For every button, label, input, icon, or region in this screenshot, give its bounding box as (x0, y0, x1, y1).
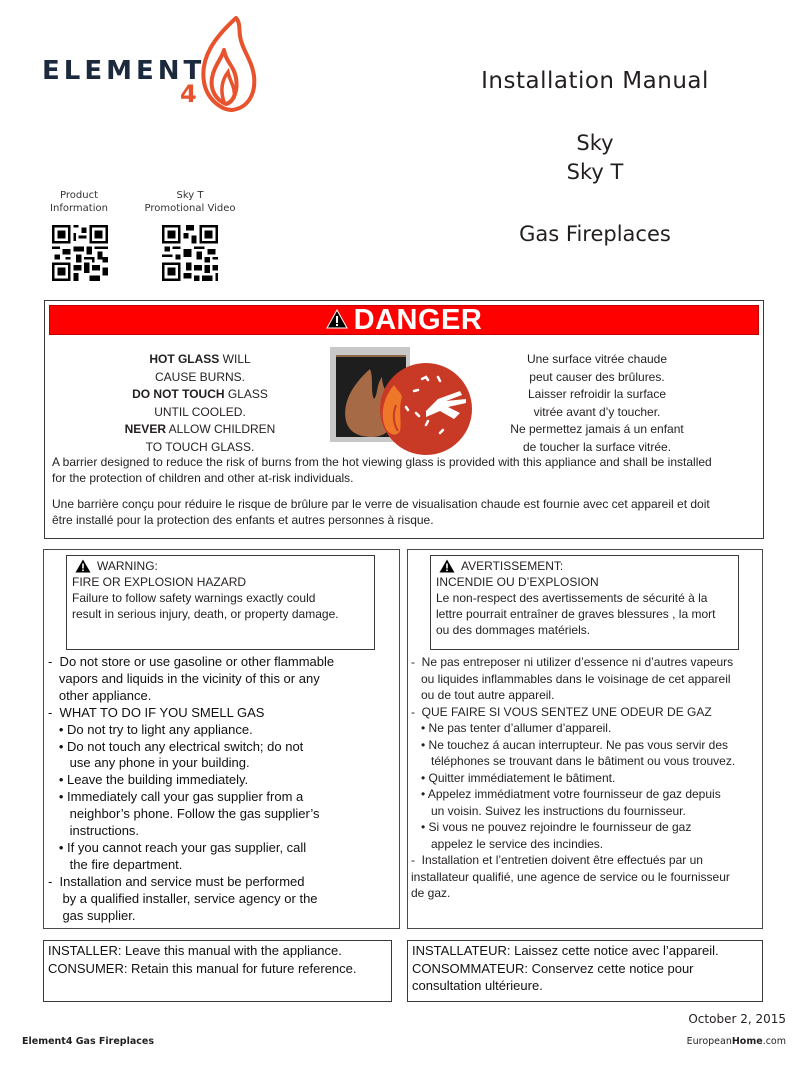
danger-banner (49, 305, 759, 335)
qr-code-icon[interactable] (162, 225, 218, 281)
danger-statement: DO NOT TOUCH GLASS UNTIL COOLED. (132, 387, 268, 419)
list-item: vapors and liquids in the vicinity of this or any (48, 670, 320, 686)
list-item: - Installation et l’entretien doivent être effectués par un (411, 853, 703, 867)
warning-triangle-icon (326, 309, 348, 329)
text-line: être installé pour la protection des enfants et autres personnes à risque. (52, 513, 434, 527)
hot-glass-burn-pictogram (330, 347, 478, 457)
list-item: • Appelez immédiatment votre fournisseur de gaz depuis (411, 787, 721, 801)
text-line: Une barrière conçu pour réduire le risque de brûlure par le verre de visualisation chaude est fournie avec cet appareil et doit (52, 497, 710, 511)
installer-notice-english (43, 940, 392, 1002)
list-item: - QUE FAIRE SI VOUS SENTEZ UNE ODEUR DE GAZ (411, 704, 712, 719)
list-item: un voisin. Suivez les instructions du fournisseur. (411, 803, 686, 818)
notice-line: CONSOMMATEUR: Conservez cette notice pour (412, 960, 694, 976)
list-item: • Do not touch any electrical switch; do not (48, 738, 304, 754)
notice-line: consultation ultérieure. (412, 978, 543, 993)
website-bold: Home (731, 1036, 763, 1047)
warning-triangle-icon (439, 559, 455, 573)
warning-text: result in serious injury, death, or property damage. (72, 607, 339, 621)
qr-label-line: Promotional Video (144, 203, 236, 214)
list-item: • Immediately call your gas supplier from a (48, 789, 304, 805)
document-title: Installation Manual (481, 68, 709, 94)
danger-text-english (90, 351, 310, 456)
list-item: - Do not store or use gasoline or other flammable (48, 654, 335, 669)
list-item: • If you cannot reach your gas supplier, call (48, 839, 307, 855)
footer-company: Element4 Gas Fireplaces (22, 1036, 154, 1047)
danger-statement: HOT GLASS WILL CAUSE BURNS. (149, 352, 251, 384)
list-item: • Do not try to light any appliance. (48, 721, 253, 737)
website-suffix: .com (762, 1036, 786, 1047)
qr-label-product-info (44, 189, 114, 215)
warning-triangle-icon (75, 559, 91, 573)
warning-text: ou des dommages matériels. (436, 623, 591, 637)
danger-text-french (487, 351, 707, 456)
barrier-notice-english (52, 454, 760, 486)
list-item: use any phone in your building. (48, 755, 250, 771)
list-item: - Ne pas entreposer ni utilizer d’essence ni d’autres vapeurs (411, 655, 734, 669)
barrier-notice-french (52, 496, 760, 528)
danger-label: DANGER (353, 304, 483, 336)
fire-hazard-warning-french (430, 555, 739, 650)
list-item: the fire department. (48, 856, 183, 872)
list-item: appelez le service des incindies. (411, 836, 604, 851)
model-name: Sky T (566, 160, 624, 184)
danger-statement: NEVER ALLOW CHILDREN TO TOUCH GLASS. (124, 422, 276, 454)
notice-line: CONSUMER: Retain this manual for future reference. (48, 960, 357, 976)
warning-heading: WARNING: (97, 559, 158, 573)
qr-code-icon[interactable] (52, 225, 108, 281)
footer-website[interactable] (687, 1036, 786, 1047)
website-prefix: European (686, 1036, 732, 1047)
warning-text: Failure to follow safety warnings exactly could (72, 591, 316, 605)
text-line: A barrier designed to reduce the risk of burns from the hot viewing glass is provided with this appliance and shall be installed (52, 455, 712, 469)
document-subtitle: Gas Fireplaces (519, 222, 671, 246)
brand-logo-text: ELEMENT (42, 56, 206, 86)
list-item: by a qualified installer, service agency or the (48, 890, 318, 906)
warning-text: lettre pourrait entraîner de graves blessures , la mort (436, 607, 716, 621)
list-item: téléphones se trouvant dans le bâtiment ou vous trouvez. (411, 754, 736, 768)
list-item: - Installation and service must be performed (48, 873, 305, 889)
flame-logo-icon (196, 16, 258, 112)
fire-hazard-warning-english (66, 555, 375, 650)
text-line: for the protection of children and other at-risk individuals. (52, 471, 354, 485)
installer-notice-french (407, 940, 763, 1002)
list-item: gas supplier. (48, 907, 136, 923)
notice-line: INSTALLER: Leave this manual with the appliance. (48, 943, 342, 958)
model-name: Sky (576, 131, 614, 155)
list-item: - WHAT TO DO IF YOU SMELL GAS (48, 704, 265, 720)
danger-statement: Ne permettez jamais á un enfant de toucher la surface vitrée. (510, 422, 684, 454)
notice-line: INSTALLATEUR: Laissez cette notice avec l’appareil. (412, 943, 719, 958)
list-item: instructions. (48, 823, 140, 839)
danger-statement: Une surface vitrée chaude peut causer des brûlures. (526, 352, 668, 384)
list-item: • Ne touchez á aucan interrupteur. Ne pas vous servir des (411, 737, 729, 752)
document-date: October 2, 2015 (688, 1012, 786, 1026)
warning-text: Le non-respect des avertissements de sécurité à la (436, 591, 708, 605)
gas-safety-instructions-english (48, 654, 398, 925)
qr-label-line: Product (60, 190, 98, 201)
list-item: • Quitter immédiatement le bâtiment. (411, 770, 616, 785)
list-item: • Ne pas tenter d’allumer d’appareil. (411, 721, 612, 735)
hazard-title: INCENDIE OU D’EXPLOSION (436, 575, 599, 589)
list-item: other appliance. (48, 687, 152, 703)
list-item: neighbor’s phone. Follow the gas supplier’s (48, 806, 320, 822)
list-item: • Si vous ne pouvez rejoindre le fournisseur de gaz (411, 820, 692, 834)
list-item: • Leave the building immediately. (48, 772, 249, 788)
qr-label-promo-video (140, 189, 240, 215)
list-item: de gaz. (411, 886, 451, 900)
list-item: ou de tout autre appareil. (411, 688, 555, 702)
list-item: installateur qualifié, une agence de service ou le fournisseur (411, 869, 730, 884)
gas-safety-instructions-french (411, 654, 761, 902)
qr-label-line: Information (50, 203, 108, 214)
brand-logo-number: 4 (180, 80, 197, 108)
hazard-title: FIRE OR EXPLOSION HAZARD (72, 575, 247, 589)
warning-heading: AVERTISSEMENT: (461, 559, 564, 573)
qr-label-line: Sky T (176, 190, 204, 201)
danger-statement: Laisser refroidir la surface vitrée avant d’y toucher. (527, 387, 667, 419)
list-item: ou liquides inflammables dans le voisinage de cet appareil (411, 671, 731, 686)
